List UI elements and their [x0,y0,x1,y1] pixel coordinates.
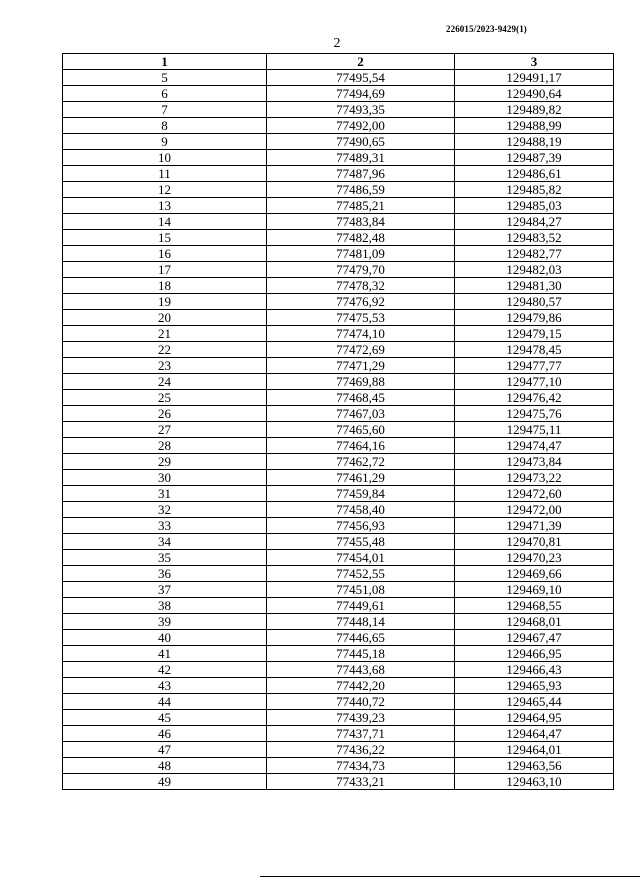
table-cell-col3: 129482,03 [455,262,614,278]
table-row [63,118,614,134]
table-cell-col2: 77472,69 [267,342,455,358]
table-cell-col1: 33 [63,518,267,534]
table-row [63,470,614,486]
table-cell-col2: 77443,68 [267,662,455,678]
table-cell-col1: 19 [63,294,267,310]
table-row [63,390,614,406]
table-cell-col1: 28 [63,438,267,454]
table-cell-col2: 77471,29 [267,358,455,374]
table-cell-col2: 77467,03 [267,406,455,422]
table-row [63,230,614,246]
table-cell-col3: 129473,22 [455,470,614,486]
table-cell-col1: 17 [63,262,267,278]
table-row [63,630,614,646]
table-cell-col1: 5 [63,70,267,86]
table-cell-col1: 46 [63,726,267,742]
table-row [63,486,614,502]
table-row [63,294,614,310]
bottom-divider [260,876,640,877]
table-cell-col2: 77492,00 [267,118,455,134]
coordinates-table [62,53,614,790]
table-cell-col1: 31 [63,486,267,502]
table-cell-col2: 77458,40 [267,502,455,518]
table-cell-col1: 12 [63,182,267,198]
table-cell-col1: 35 [63,550,267,566]
table-cell-col1: 23 [63,358,267,374]
table-cell-col1: 29 [63,454,267,470]
table-cell-col3: 129485,82 [455,182,614,198]
table-cell-col1: 48 [63,758,267,774]
table-cell-col1: 21 [63,326,267,342]
table-cell-col2: 77495,54 [267,70,455,86]
table-row [63,278,614,294]
table-cell-col2: 77469,88 [267,374,455,390]
table-cell-col3: 129475,76 [455,406,614,422]
table-row [63,358,614,374]
table-cell-col1: 47 [63,742,267,758]
table-cell-col1: 7 [63,102,267,118]
table-cell-col3: 129468,55 [455,598,614,614]
column-header-1: 1 [63,54,267,70]
table-cell-col3: 129474,47 [455,438,614,454]
table-cell-col2: 77461,29 [267,470,455,486]
table-row [63,342,614,358]
table-cell-col1: 41 [63,646,267,662]
table-cell-col1: 16 [63,246,267,262]
table-cell-col1: 39 [63,614,267,630]
table-cell-col2: 77459,84 [267,486,455,502]
table-cell-col3: 129484,27 [455,214,614,230]
table-row [63,774,614,790]
table-row [63,214,614,230]
table-row [63,406,614,422]
table-row [63,86,614,102]
table-cell-col3: 129475,11 [455,422,614,438]
column-header-2: 2 [267,54,455,70]
table-cell-col2: 77474,10 [267,326,455,342]
table-cell-col3: 129465,44 [455,694,614,710]
table-cell-col1: 42 [63,662,267,678]
table-cell-col2: 77482,48 [267,230,455,246]
table-cell-col1: 40 [63,630,267,646]
table-cell-col1: 49 [63,774,267,790]
table-cell-col3: 129467,47 [455,630,614,646]
table-cell-col2: 77483,84 [267,214,455,230]
table-cell-col2: 77436,22 [267,742,455,758]
table-row [63,374,614,390]
table-row [63,518,614,534]
table-row [63,742,614,758]
table-row [63,662,614,678]
table-row [63,182,614,198]
table-cell-col3: 129466,95 [455,646,614,662]
table-row [63,70,614,86]
table-row [63,502,614,518]
table-cell-col3: 129471,39 [455,518,614,534]
table-row [63,726,614,742]
table-cell-col1: 44 [63,694,267,710]
table-cell-col2: 77449,61 [267,598,455,614]
table-cell-col2: 77433,21 [267,774,455,790]
table-cell-col1: 30 [63,470,267,486]
table-cell-col2: 77442,20 [267,678,455,694]
table-row [63,166,614,182]
table-cell-col1: 32 [63,502,267,518]
table-cell-col1: 27 [63,422,267,438]
table-cell-col2: 77468,45 [267,390,455,406]
table-cell-col3: 129470,81 [455,534,614,550]
table-row [63,582,614,598]
table-row [63,534,614,550]
table-row [63,646,614,662]
table-cell-col2: 77456,93 [267,518,455,534]
table-cell-col2: 77494,69 [267,86,455,102]
table-cell-col3: 129466,43 [455,662,614,678]
page-number: 2 [333,36,341,51]
table-header-row [63,54,614,70]
table-cell-col2: 77490,65 [267,134,455,150]
table-cell-col3: 129491,17 [455,70,614,86]
table-row [63,246,614,262]
table-cell-col1: 34 [63,534,267,550]
table-cell-col1: 6 [63,86,267,102]
table-row [63,438,614,454]
table-cell-col3: 129464,95 [455,710,614,726]
table-cell-col2: 77439,23 [267,710,455,726]
table-cell-col2: 77462,72 [267,454,455,470]
table-cell-col3: 129472,60 [455,486,614,502]
table-cell-col3: 129476,42 [455,390,614,406]
table-cell-col1: 43 [63,678,267,694]
table-cell-col2: 77455,48 [267,534,455,550]
table-cell-col2: 77448,14 [267,614,455,630]
table-cell-col3: 129464,01 [455,742,614,758]
table-row [63,550,614,566]
table-cell-col1: 24 [63,374,267,390]
table-cell-col2: 77476,92 [267,294,455,310]
table-cell-col3: 129486,61 [455,166,614,182]
table-cell-col3: 129479,15 [455,326,614,342]
table-cell-col3: 129472,00 [455,502,614,518]
table-cell-col1: 10 [63,150,267,166]
table-cell-col2: 77437,71 [267,726,455,742]
table-cell-col3: 129480,57 [455,294,614,310]
table-row [63,758,614,774]
table-cell-col3: 129483,52 [455,230,614,246]
table-cell-col3: 129478,45 [455,342,614,358]
table-row [63,150,614,166]
table-row [63,614,614,630]
table-cell-col3: 129473,84 [455,454,614,470]
table-cell-col2: 77452,55 [267,566,455,582]
table-row [63,422,614,438]
table-cell-col1: 25 [63,390,267,406]
table-row [63,694,614,710]
table-cell-col3: 129463,10 [455,774,614,790]
table-row [63,326,614,342]
table-cell-col2: 77485,21 [267,198,455,214]
table-cell-col1: 37 [63,582,267,598]
table-cell-col2: 77451,08 [267,582,455,598]
table-cell-col3: 129490,64 [455,86,614,102]
table-cell-col1: 18 [63,278,267,294]
table-cell-col2: 77434,73 [267,758,455,774]
table-cell-col1: 13 [63,198,267,214]
table-cell-col2: 77489,31 [267,150,455,166]
table-cell-col3: 129469,66 [455,566,614,582]
table-cell-col1: 36 [63,566,267,582]
table-row [63,566,614,582]
table-row [63,598,614,614]
table-cell-col1: 11 [63,166,267,182]
table-cell-col3: 129489,82 [455,102,614,118]
table-cell-col1: 45 [63,710,267,726]
table-row [63,454,614,470]
table-cell-col2: 77464,16 [267,438,455,454]
table-cell-col3: 129477,77 [455,358,614,374]
table-row [63,310,614,326]
table-cell-col3: 129487,39 [455,150,614,166]
table-row [63,102,614,118]
table-cell-col3: 129468,01 [455,614,614,630]
table-cell-col3: 129481,30 [455,278,614,294]
table-cell-col2: 77487,96 [267,166,455,182]
table-cell-col1: 14 [63,214,267,230]
table-cell-col3: 129464,47 [455,726,614,742]
table-row [63,198,614,214]
table-cell-col3: 129482,77 [455,246,614,262]
table-cell-col2: 77475,53 [267,310,455,326]
table-cell-col3: 129469,10 [455,582,614,598]
table-cell-col2: 77440,72 [267,694,455,710]
table-row [63,710,614,726]
table-cell-col3: 129485,03 [455,198,614,214]
table-body [63,70,614,790]
table-cell-col3: 129465,93 [455,678,614,694]
table-cell-col2: 77493,35 [267,102,455,118]
table-cell-col1: 22 [63,342,267,358]
table-cell-col3: 129488,99 [455,118,614,134]
table-row [63,134,614,150]
table-cell-col2: 77465,60 [267,422,455,438]
table-cell-col3: 129470,23 [455,550,614,566]
column-header-3: 3 [455,54,614,70]
table-cell-col2: 77486,59 [267,182,455,198]
table-cell-col3: 129463,56 [455,758,614,774]
table-cell-col2: 77479,70 [267,262,455,278]
table-cell-col1: 20 [63,310,267,326]
table-cell-col3: 129477,10 [455,374,614,390]
table-cell-col3: 129479,86 [455,310,614,326]
table-cell-col1: 15 [63,230,267,246]
table-cell-col1: 8 [63,118,267,134]
table-cell-col1: 38 [63,598,267,614]
table-cell-col2: 77454,01 [267,550,455,566]
table-cell-col1: 26 [63,406,267,422]
table-cell-col2: 77481,09 [267,246,455,262]
table-cell-col2: 77445,18 [267,646,455,662]
document-id: 226015/2023-9429(1) [446,24,527,34]
table-cell-col3: 129488,19 [455,134,614,150]
table-cell-col1: 9 [63,134,267,150]
table-cell-col2: 77446,65 [267,630,455,646]
table-row [63,678,614,694]
table-row [63,262,614,278]
table-cell-col2: 77478,32 [267,278,455,294]
